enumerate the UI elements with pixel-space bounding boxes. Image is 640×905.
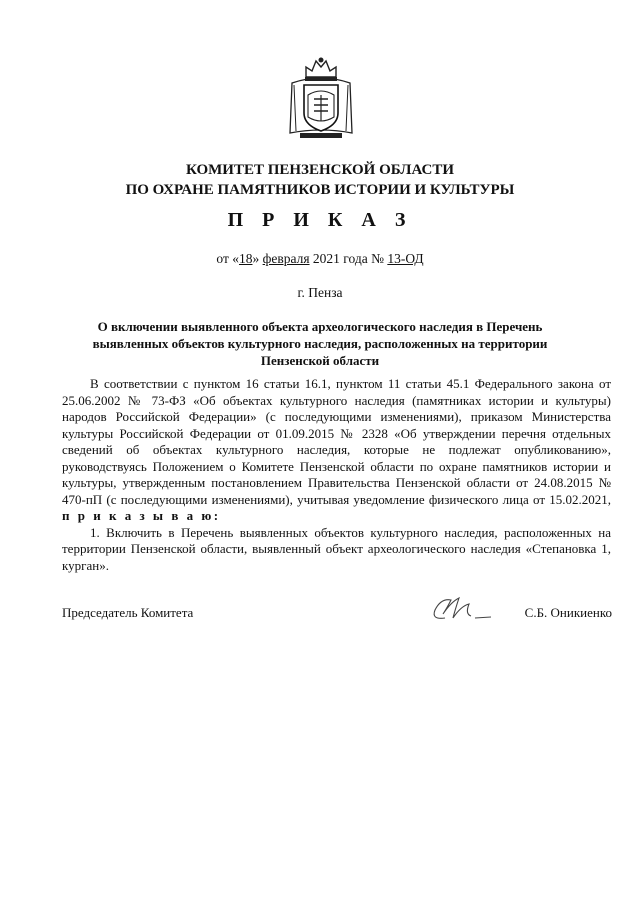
organization-name xyxy=(0,160,640,200)
order-subject: О включении выявленного объекта археологического наследия в Перечень выявленных объектов культурного наследия, расположенных на территории Пензенской области xyxy=(92,319,548,368)
order-date-number xyxy=(0,251,640,267)
body-paragraph-1-text: В соответствии с пунктом 16 статьи 16.1, пунктом 11 статьи 45.1 Федерального закона от 25.06.2002 № 73-ФЗ «Об объектах культурного наследия (памятниках истории и культуры) народов Российской Федерации» (с последующими изменениями), приказом Министерства культуры Российской Федерации от 01.09.2015 № 2328 «Об утверждении перечня отдельных сведений об объектах культурного наследия, которые не подлежат опубликованию», руководствуясь Положением о Комитете Пензенской области по охране памятников истории и культуры, утвержденным постановлением Правительства Пензенской области от 24.08.2015 № 470-пП (с последующими изменениями), учитывая уведомление физического лица от 15.02.2021, xyxy=(62,376,611,507)
penza-coat-of-arms-icon xyxy=(286,55,356,141)
order-year: 2021 года № xyxy=(309,251,388,266)
city: г. Пенза xyxy=(297,285,343,300)
order-month: февраля xyxy=(262,251,310,266)
order-mid: » xyxy=(252,251,263,266)
organization-line-1: КОМИТЕТ ПЕНЗЕНСКОЙ ОБЛАСТИ xyxy=(185,162,455,178)
signatory-title: Председатель Комитета xyxy=(62,605,194,620)
body-paragraph-2: 1. Включить в Перечень выявленных объектов культурного наследия, расположенных на территории Пензенской области, выявленный объект археологического наследия «Степановка 1, курган». xyxy=(62,524,611,573)
signatory-name: С.Б. Оникиенко xyxy=(524,605,612,620)
body-paragraph-1 xyxy=(62,376,611,525)
handwritten-signature xyxy=(425,588,495,628)
order-prefix: от « xyxy=(216,251,239,266)
document-type: П Р И К А З xyxy=(227,209,413,231)
order-directive: п р и к а з ы в а ю: xyxy=(62,508,221,523)
order-number: 13-ОД xyxy=(387,251,424,266)
order-body xyxy=(62,376,611,574)
order-day: 18 xyxy=(238,251,253,266)
organization-line-2: ПО ОХРАНЕ ПАМЯТНИКОВ ИСТОРИИ И КУЛЬТУРЫ xyxy=(125,182,515,198)
